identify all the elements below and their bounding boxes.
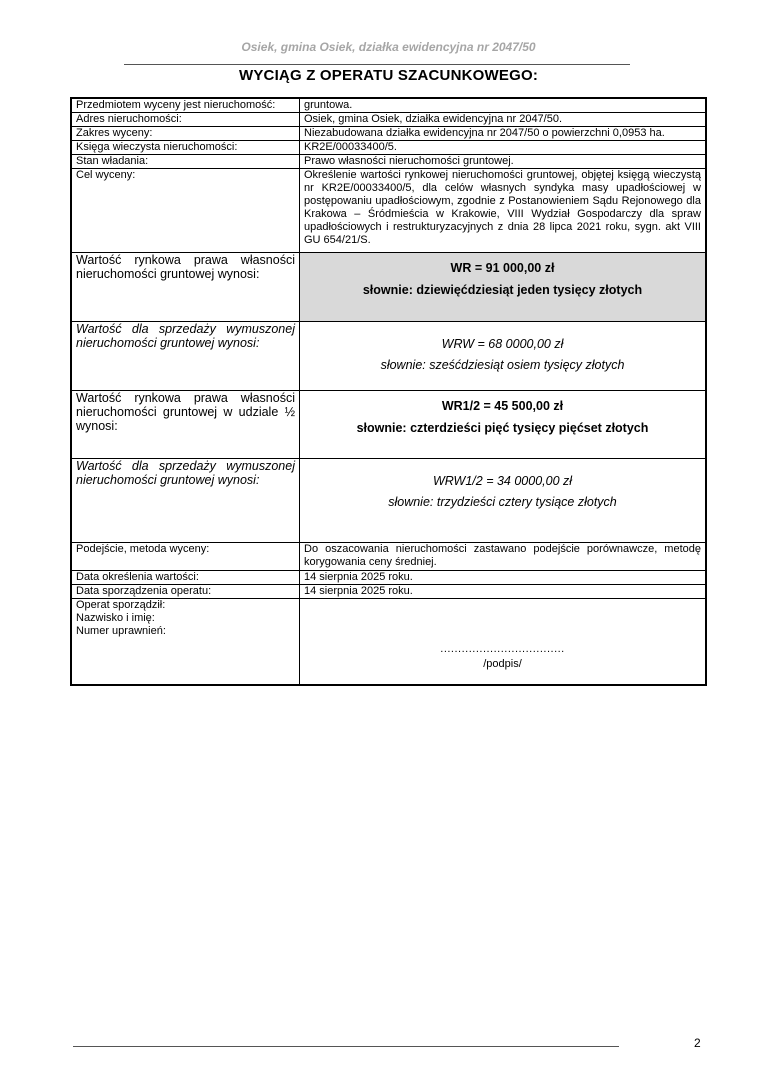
value-cell-wrw <box>300 322 707 391</box>
words-wrw12: słownie: trzydzieści cztery tysiące złotych <box>388 495 617 509</box>
row-ksiega <box>71 141 706 155</box>
footer-divider <box>73 1046 619 1047</box>
page-number: 2 <box>694 1036 701 1050</box>
label-numer-uprawnien: Numer uprawnień: <box>76 625 166 637</box>
label-przedmiot: Przedmiotem wyceny jest nieruchomość: <box>71 98 300 113</box>
words-wr12: słownie: czterdzieści pięć tysięcy pięćset złotych <box>356 421 649 435</box>
header-title: Osiek, gmina Osiek, działka ewidencyjna nr 2047/50 <box>241 40 536 54</box>
row-wr <box>71 253 706 322</box>
label-ksiega: Księga wieczysta nieruchomości: <box>71 141 300 155</box>
value-adres: Osiek, gmina Osiek, działka ewidencyjna nr 2047/50. <box>300 113 707 127</box>
value-wrw12: WRW1/2 = 34 0000,00 zł <box>432 474 573 488</box>
row-operat <box>71 599 706 685</box>
value-cell-wr12 <box>300 391 707 459</box>
label-stan: Stan władania: <box>71 155 300 169</box>
value-cell-wrw12 <box>300 459 707 543</box>
label-wrw12: Wartość dla sprzedaży wymuszonej nieruchomości gruntowej wynosi: <box>71 459 300 543</box>
label-data-okreslenia: Data określenia wartości: <box>71 571 300 585</box>
value-stan: Prawo własności nieruchomości gruntowej. <box>300 155 707 169</box>
value-cell-wr <box>300 253 707 322</box>
label-wrw: Wartość dla sprzedaży wymuszonej nieruchomości gruntowej wynosi: <box>71 322 300 391</box>
valuation-table <box>70 97 707 686</box>
signature-cell <box>300 599 707 685</box>
words-wr: słownie: dziewięćdziesiąt jeden tysięcy złotych <box>362 283 643 297</box>
value-podejscie: Do oszacowania nieruchomości zastawano podejście porównawcze, metodę korygowania ceny średniej. <box>300 543 707 571</box>
value-wr12: WR1/2 = 45 500,00 zł <box>441 399 564 413</box>
value-data-okreslenia: 14 sierpnia 2025 roku. <box>300 571 707 585</box>
label-cel: Cel wyceny: <box>71 169 300 253</box>
document-title: WYCIĄG Z OPERATU SZACUNKOWEGO: <box>238 67 539 84</box>
label-podejscie: Podejście, metoda wyceny: <box>71 543 300 571</box>
value-przedmiot: gruntowa. <box>300 98 707 113</box>
label-wr12: Wartość rynkowa prawa własności nieruchomości gruntowej w udziale ½ wynosi: <box>71 391 300 459</box>
value-zakres: Niezabudowana działka ewidencyjna nr 2047/50 o powierzchni 0,0953 ha. <box>300 127 707 141</box>
header-divider <box>124 64 630 65</box>
row-przedmiot <box>71 98 706 113</box>
label-adres: Adres nieruchomości: <box>71 113 300 127</box>
row-cel <box>71 169 706 253</box>
row-zakres <box>71 127 706 141</box>
row-wr12 <box>71 391 706 459</box>
signature-label: /podpis/ <box>483 658 522 670</box>
row-data-sporzadzenia <box>71 585 706 599</box>
label-zakres: Zakres wyceny: <box>71 127 300 141</box>
label-data-sporzadzenia: Data sporządzenia operatu: <box>71 585 300 599</box>
signature-line: ................................... <box>440 643 565 655</box>
label-operat <box>71 599 300 685</box>
value-wrw: WRW = 68 0000,00 zł <box>441 337 564 351</box>
value-cel: Określenie wartości rynkowej nieruchomości gruntowej, objętej księgą wieczystą nr KR2E/00033400/5, dla celów własnych syndyka masy upadłościowej w postępowaniu upadłościowym, zgodnie z Postanowieniem Sądu Rejonowego dla Krakowa – Śródmieścia w Krakowie, VIII Wydział Gospodarczy dla spraw upadłościowych i restrukturyzacyjnych z dnia 28 lipca 2021 roku, sygn. akt VIII GU 654/21/S. <box>300 169 707 253</box>
row-wrw12 <box>71 459 706 543</box>
value-ksiega: KR2E/00033400/5. <box>300 141 707 155</box>
label-nazwisko: Nazwisko i imię: <box>76 612 155 624</box>
label-wr: Wartość rynkowa prawa własności nieruchomości gruntowej wynosi: <box>71 253 300 322</box>
row-data-okreslenia <box>71 571 706 585</box>
value-wr: WR = 91 000,00 zł <box>450 261 555 275</box>
value-data-sporzadzenia: 14 sierpnia 2025 roku. <box>300 585 707 599</box>
row-adres <box>71 113 706 127</box>
words-wrw: słownie: sześćdziesiąt osiem tysięcy złotych <box>380 358 625 372</box>
label-operat-sporzadzil: Operat sporządził: <box>76 599 166 611</box>
row-podejscie <box>71 543 706 571</box>
row-wrw <box>71 322 706 391</box>
row-stan <box>71 155 706 169</box>
